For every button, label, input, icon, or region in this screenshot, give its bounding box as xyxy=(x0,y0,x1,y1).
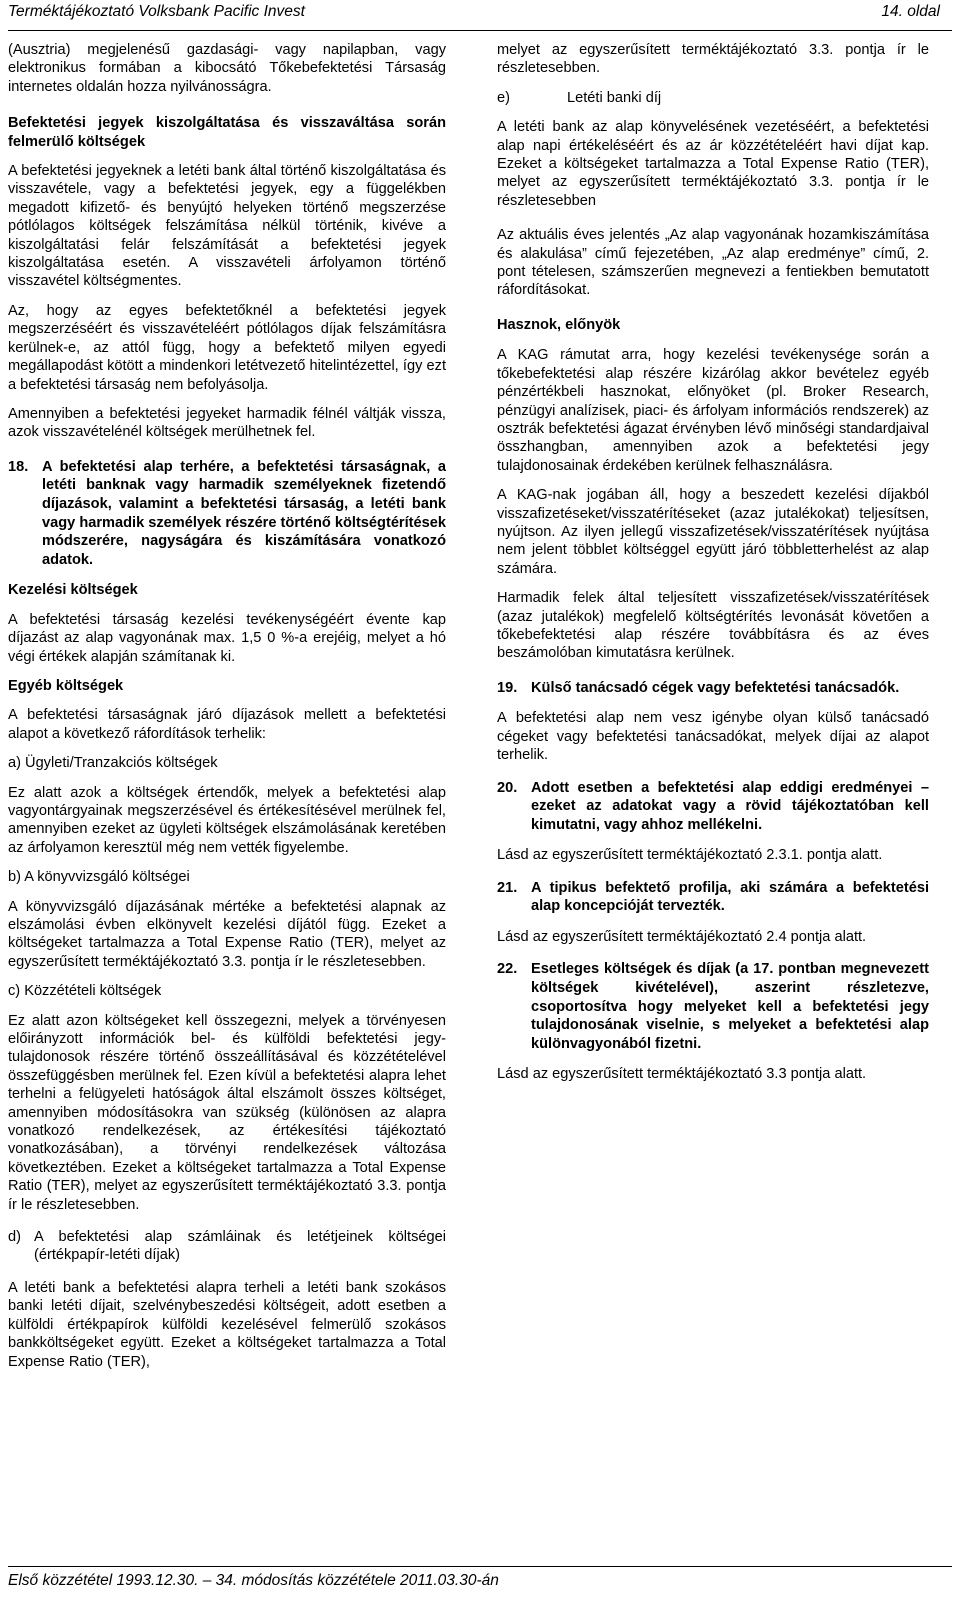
left-column xyxy=(8,41,446,1382)
paragraph: Amennyiben a befektetési jegyeket harmadik félnél váltják vissza, azok visszavételénél költségek merülhetnek fel. xyxy=(8,405,446,441)
list-text: A befektetési alap számláinak és letétjeinek költségei (értékpapír-letéti díjak) xyxy=(34,1229,446,1264)
paragraph: A könyvvizsgáló díjazásának mértéke a befektetési alapnak az elszámolási évben elkönyvelt kezelési díjától függ. Ezeket a költségeket tartalmazza a Total Expense Ratio (TER), melyet az egyszerűsített terméktájékoztató 3.3. pontja ír le részletesebben. xyxy=(8,898,446,970)
paragraph: A befektetési jegyeknek a letéti bank által történő kiszolgáltatása és visszavétele, vagy a befektetési jegyek, egy a függelékben megadott kifizető- és benyújtó helyeken történő megszerzése pótlólagos költségek felszámítása nélkül történik, kivéve a kiszolgáltatási felár felszámítását a befektetési jegyek kiszolgáltatása esetén. A visszavételi árfolyamon történő visszavétel költségmentes. xyxy=(8,163,446,290)
section-title: Külső tanácsadó cégek vagy befektetési tanácsadók. xyxy=(531,679,900,696)
right-column xyxy=(497,41,929,1095)
paragraph: Harmadik felek által teljesített visszafizetések/visszatérítések (azaz jutalékok) megfelelő költségtérítés levonását követően a tőkebefektetési alap részére továbbításra és az éves beszámolóban kimutatásra kerülnek. xyxy=(497,590,929,662)
paragraph: A befektetési társaság kezelési tevékenységéért évente kap díjazást az alap vagyonának max. 1,5 0 %-a erejéig, melyet a hó végi értékek alapján számítanak ki. xyxy=(8,611,446,665)
section-heading: Hasznok, előnyök xyxy=(497,316,621,333)
section-number: 18. xyxy=(8,458,29,475)
section-number: 22. xyxy=(497,961,518,978)
list-number: d) xyxy=(8,1229,21,1246)
paragraph: A letéti bank a befektetési alapra terheli a letéti bank szokásos banki letéti díjait, szelvénybeszedési költségeit, adott esetben a külföldi értékpapírok külföldi kezelésével felmerülő szokásos bankköltségeket együtt. Ezeket a költségeket tartalmazza a Total Expense Ratio (TER), xyxy=(8,1279,446,1370)
section-title: A befektetési alap terhére, a befektetési társaságnak, a letéti banknak vagy harmadik személyeknek fizetendő díjazások, valamint a befektetési társaság, a letéti bank vagy harmadik személyek részére történő költségtérítések módszerére, nagyságára és kiszámítására vonatkozó adatok. xyxy=(42,458,446,568)
section-heading: Kezelési költségek xyxy=(8,582,138,599)
paragraph: A befektetési társaságnak járó díjazások mellett a befektetési alapot a következő ráfordítások terhelik: xyxy=(8,707,446,742)
paragraph: Az aktuális éves jelentés „Az alap vagyonának hozamkiszámítása és alakulása” című fejezetében, „Az alap eredménye” című, 2. pont tételesen, számszerűen megnevezi a fentiekben bemutatott ráfordításokat. xyxy=(497,227,929,299)
list-label: b) A könyvvizsgáló költségei xyxy=(8,869,190,886)
page-footer xyxy=(8,1566,952,1597)
section-number: 20. xyxy=(497,779,518,796)
section-number: 21. xyxy=(497,879,518,896)
paragraph: A befektetési alap nem vesz igénybe olyan külső tanácsadó cégeket vagy befektetési tanácsadókat, melyek díjai az alapot terhelik. xyxy=(497,710,929,764)
paragraph: melyet az egyszerűsített terméktájékoztató 3.3. pontja ír le részletesebben. xyxy=(497,42,929,77)
list-label: c) Közzétételi költségek xyxy=(8,983,162,1000)
numbered-section-19 xyxy=(497,679,929,698)
paragraph: A KAG-nak jogában áll, hogy a beszedett kezelési díjakból visszafizetéseket/visszatérítéseket (azaz jutalékokat) teljesítsen, nyújtson. Az ilyen jellegű visszafizetések/visszatérítések nyújtása nem jelent többlet költséggel együtt járó többletterhelést az alap számára. xyxy=(497,487,929,577)
list-text: Letéti banki díj xyxy=(567,89,662,106)
paragraph: Lásd az egyszerűsített terméktájékoztató 2.4 pontja alatt. xyxy=(497,928,867,945)
list-item-e xyxy=(497,89,929,107)
section-title: Adott esetben a befektetési alap eddigi eredményei – ezeket az adatokat vagy a rövid tájékoztatóban kell kimutatni, vagy ahhoz mellékelni. xyxy=(531,779,929,833)
section-title: A tipikus befektető profilja, aki számára a befektetési alap koncepcióját tervezték. xyxy=(531,879,929,915)
list-item-d xyxy=(8,1228,446,1265)
section-number: 19. xyxy=(497,679,518,696)
paragraph: Lásd az egyszerűsített terméktájékoztató 2.3.1. pontja alatt. xyxy=(497,847,883,864)
page-header xyxy=(8,0,952,31)
numbered-section-22 xyxy=(497,960,929,1053)
header-page-number: 14. oldal xyxy=(881,3,940,20)
paragraph: (Ausztria) megjelenésű gazdasági- vagy napilapban, vagy elektronikus formában a kibocsátó Tőkebefektetési Társaság internetes oldalán hozza nyilvánosságra. xyxy=(8,42,446,95)
list-label: a) Ügyleti/Tranzakciós költségek xyxy=(8,755,218,772)
paragraph: A letéti bank az alap könyvelésének vezetéséért, a befektetési alap napi értékeléséért és az ár közzétételéért havi díjat kap. Ezeket a költségeket tartalmazza a Total Expense Ratio (TER), melyet az egyszerűsített terméktájékoztató 3.3. pontja ír le részletesebben xyxy=(497,119,929,209)
section-heading: Befektetési jegyek kiszolgáltatása és visszaváltása során felmerülő költségek xyxy=(8,115,446,150)
header-title: Terméktájékoztató Volksbank Pacific Invest xyxy=(8,3,305,20)
paragraph: Ez alatt azon költségeket kell összegezni, melyek a törvényesen előirányzott információk bel- és külföldi befektetési jegy-tulajdonosok részére történő összeállításával és közzétételével összefüggésben merülnek fel. Ezen kívül a befektetési alapra lehet terhelni a felügyeleti hatóságok által elszámolt összes költséget, amennyiben módosításokra van szükség (különösen az alapra vonatkozó rendelkezések, az értékesítési tájékoztató vonatkozásában), a törvényi rendelkezések változása következtében. Ezeket a költségeket tartalmazza a Total Expense Ratio (TER), melyet az egyszerűsített terméktájékoztató 3.3. pontja ír le részletesebben. xyxy=(8,1012,446,1213)
paragraph: Lásd az egyszerűsített terméktájékoztató 3.3 pontja alatt. xyxy=(497,1066,867,1083)
section-heading: Egyéb költségek xyxy=(8,677,124,694)
numbered-section-18 xyxy=(8,458,446,570)
numbered-section-20 xyxy=(497,779,929,835)
paragraph: Az, hogy az egyes befektetőknél a befektetési jegyek megszerzéséért és visszavételéért pótlólagos díjak felszámításra kerülnek-e, az attól függ, hogy a befektető milyen egyedi megállapodást kötött a mindenkori letétvezető hitelintézettel, így ezt a befektetési társaság nem befolyásolja. xyxy=(8,302,446,393)
paragraph: Ez alatt azok a költségek értendők, melyek a befektetési alap vagyontárgyainak megszerzésével és értékesítésével merülnek fel, amennyiben ezeket az ügyleti költségek elszámolásának keretében az árfolyamon keresztül még nem vették figyelembe. xyxy=(8,784,446,856)
paragraph: A KAG rámutat arra, hogy kezelési tevékenysége során a tőkebefektetési alap részére kizárólag akkor bevételez egyéb pénzértékbeli hasznokat, előnyöket (pl. Broker Research, pénzügyi analízisek, piaci- és árfolyam információs rendszerek) az osztrák befektetési ágazat érvényben lévő minőségi standardjaival összhangban, amennyiben azok a befektetési jegy tulajdonosainak érdekében kerülnek felhasználásra. xyxy=(497,347,929,474)
section-title: Esetleges költségek és díjak (a 17. pontban megnevezett költségek kivételével), aszerint részletezve, csoportosítva hogy melyeket kell a befektetési jegy tulajdonosának viselnie, s melyeket a befektetési alap különvagyonából fizetni. xyxy=(531,961,929,1052)
list-number: e) xyxy=(497,89,510,106)
footer-text: Első közzététel 1993.12.30. – 34. módosítás közzététele 2011.03.30-án xyxy=(8,1572,499,1589)
numbered-section-21 xyxy=(497,879,929,916)
